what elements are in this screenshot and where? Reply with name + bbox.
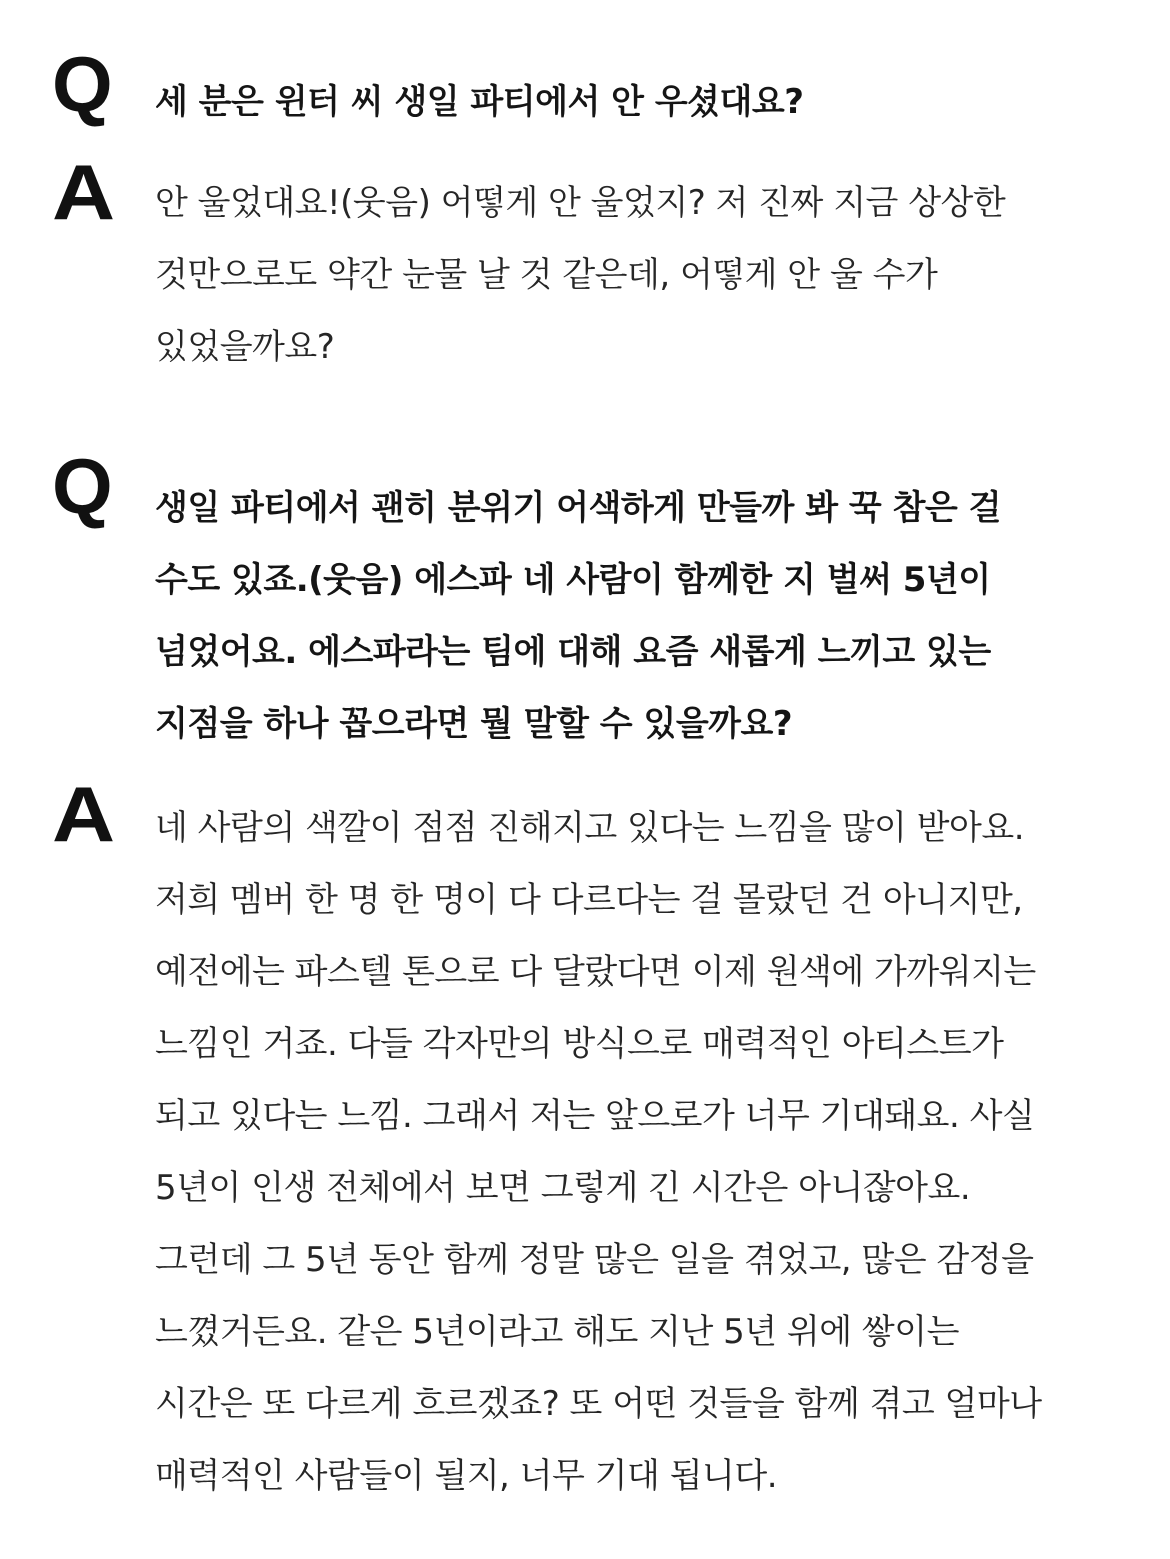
answer-marker: A [52, 770, 116, 858]
question-text: 세 분은 윈터 씨 생일 파티에서 안 우셨대요? [155, 82, 804, 122]
question-marker: Q [52, 442, 111, 530]
answer-text: 네 사람의 색깔이 점점 진해지고 있다는 느낌을 많이 받아요. 저희 멤버 한 명 한 명이 다 다르다는 걸 몰랐던 건 아니지만, 예전에는 파스텔 톤으로 다 달랐다면 이제 원색에 가까워지는 느낌인 거죠. 다들 각자만의 방식으로 매력적인 아티스트가 되고 있다는 느낌. 그래서 저는 앞으로가 너무 기대돼요. 사실 5년이 인생 전체에서 보면 그렇게 긴 시간은 아니잖아요. 그런데 그 5년 동안 함께 정말 많은 일을 겪었고, 많은 감정을 느꼈거든요. 같은 5년이라고 해도 지난 5년 위에 쌓이는 시간은 또 다르게 흐르겠죠? 또 어떤 것들을 함께 겪고 얼마나 매력적인 사람들이 될지, 너무 기대 됩니다. [155, 808, 1042, 1496]
question-marker: Q [52, 40, 111, 128]
answer-marker: A [52, 148, 116, 236]
question-text: 생일 파티에서 괜히 분위기 어색하게 만들까 봐 꾹 참은 걸 수도 있죠.(웃음) 에스파 네 사람이 함께한 지 벌써 5년이 넘었어요. 에스파라는 팀에 대해 요즘 새롭게 느끼고 있는 지점을 하나 꼽으라면 뭘 말할 수 있을까요? [155, 488, 1001, 744]
answer-text: 안 울었대요!(웃음) 어떻게 안 울었지? 저 진짜 지금 상상한 것만으로도 약간 눈물 날 것 같은데, 어떻게 안 울 수가 있었을까요? [155, 183, 1006, 367]
